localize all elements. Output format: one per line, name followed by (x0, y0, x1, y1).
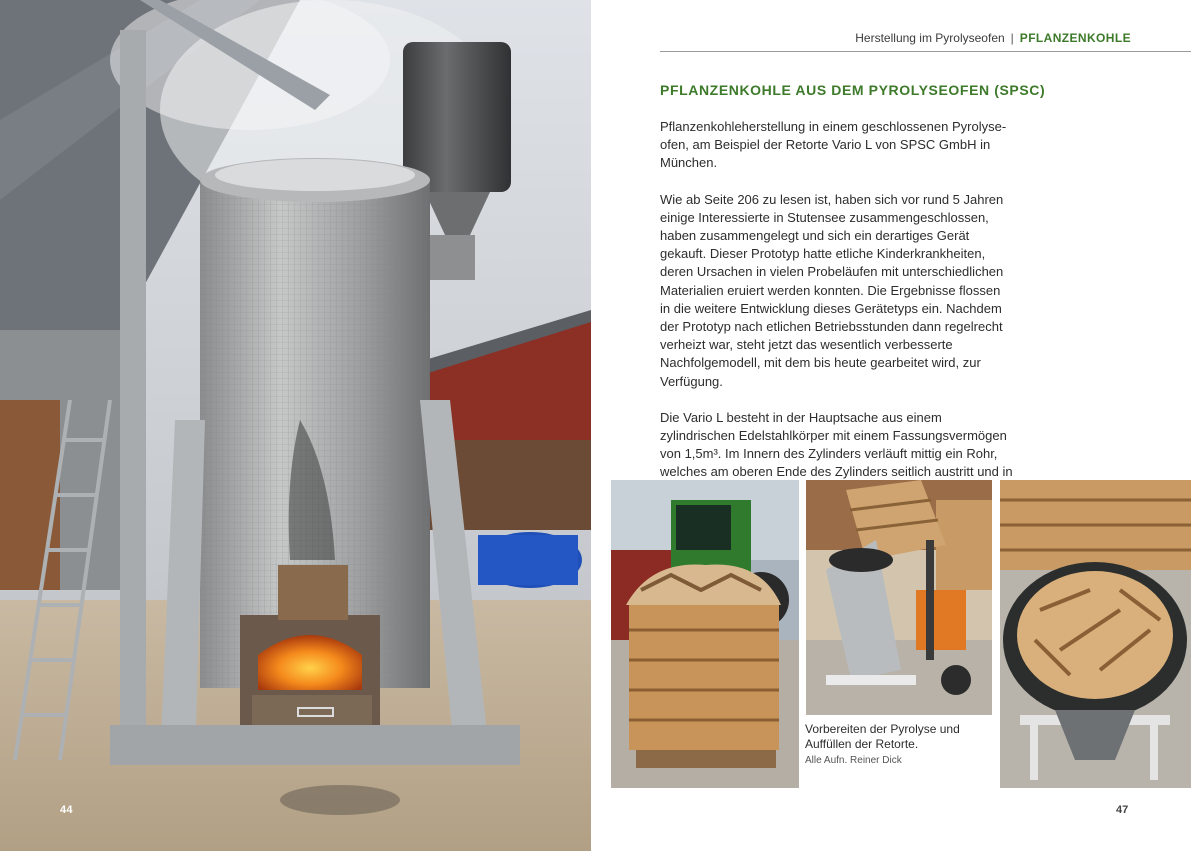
forklift-image (806, 480, 992, 715)
running-head-chapter: Herstellung im Pyrolyseofen (855, 31, 1005, 45)
paragraph: Wie ab Seite 206 zu lesen ist, haben sich vor rund 5 Jahren einige Interessierte in Stutensee zusammengeschlossen, haben zusammengelegt und sich ein derartiges Gerät gekauft. Dieser Prototyp hatte etliche Kinderkrankheiten, deren Ursachen in vielen Probeläufen mit unterschiedlichen Materialien eruiert werden konnten. Die Ergebnisse flossen in die weitere Entwicklung dieses Gerätetyps ein. Nachdem der Prototyp nach etlichen Betriebsstunden dann regelrecht verheizt war, steht jetzt das wesentlich verbesserte Nachfolgemodell, mit dem bis heute gearbeitet wird, zur Verfügung. (660, 191, 1004, 389)
pyrolysis-retort-photo (0, 0, 591, 851)
running-head (855, 31, 1131, 45)
left-page-photo (0, 0, 591, 851)
photo-wood-crate-tractor (611, 480, 799, 788)
wood-crate-image (611, 480, 799, 788)
article-title: PFLANZENKOHLE AUS DEM PYROLYSEOFEN (SPSC) (660, 82, 1046, 98)
header-rule (660, 51, 1191, 52)
photo-forklift-loading (806, 480, 992, 715)
article-body (660, 118, 1014, 500)
right-page (591, 0, 1191, 851)
page-number-left: 44 (60, 804, 73, 816)
paragraph: Pflanzenkohleherstellung in einem geschlossenen Pyrolyseofen, am Beispiel der Retorte Vario L von SPSC GmbH in München. (660, 119, 1007, 171)
filled-retort-image (1000, 480, 1191, 788)
paragraph: Die Vario L besteht in der Hauptsache aus einem zylindrischen Edelstahlkörper mit einem Fassungsvermögen von 1,5m³. Im Innern des Zylinders verläuft mittig ein Rohr, welches am oberen Ende des Zylinders seitlich austritt und in (660, 409, 1013, 480)
photo-filled-retort (1000, 480, 1191, 788)
page-number-right: 47 (1116, 804, 1129, 816)
running-head-separator: | (1010, 31, 1014, 45)
photo-credit: Alle Aufn. Reiner Dick (805, 755, 902, 766)
figure-caption: Vorbereiten der Pyrolyse und Auffüllen der Retorte. (805, 722, 960, 751)
running-head-section: PFLANZENKOHLE (1019, 31, 1131, 45)
